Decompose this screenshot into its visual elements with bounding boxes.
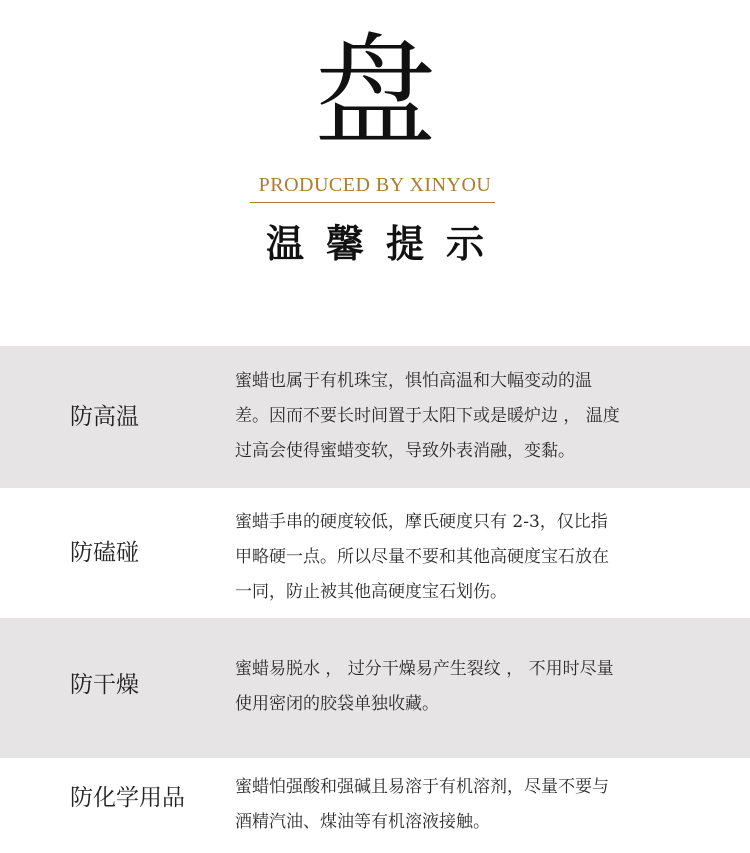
tip-row-chemicals [0, 758, 750, 853]
tip-text [235, 652, 675, 722]
tip-text-line: 差。因而不要长时间置于太阳下或是暖炉边 ， 温度 [235, 406, 620, 426]
tip-label: 防干燥 [70, 672, 139, 698]
tip-label: 防化学用品 [70, 785, 185, 811]
tip-text-line: 蜜蜡手串的硬度较低，摩氏硬度只有 2-3，仅比指 [235, 512, 608, 532]
brand-logo-character: 盘 [314, 21, 436, 163]
tip-row-impact [0, 488, 750, 618]
tip-text [235, 364, 675, 469]
brand-divider [250, 202, 495, 203]
tip-text-line: 蜜蜡易脱水 ， 过分干燥易产生裂纹 ， 不用时尽量 [235, 659, 614, 679]
tip-label: 防高温 [70, 404, 139, 430]
tip-text-line: 使用密闭的胶袋单独收藏。 [235, 694, 439, 714]
tip-text [235, 770, 675, 840]
tip-text-line: 一同，防止被其他高硬度宝石划伤。 [235, 582, 507, 602]
tip-label: 防磕碰 [70, 540, 139, 566]
tip-text-line: 蜜蜡也属于有机珠宝，惧怕高温和大幅变动的温 [235, 371, 592, 391]
tip-text-line: 酒精汽油、煤油等有机溶液接触。 [235, 812, 490, 832]
tip-text-line: 蜜蜡怕强酸和强碱且易溶于有机溶剂，尽量不要与 [235, 777, 609, 797]
tip-text [235, 505, 675, 610]
tip-text-line: 甲略硬一点。所以尽量不要和其他高硬度宝石放在 [235, 547, 609, 567]
page-title: 温馨提示 [265, 221, 506, 266]
brand-subtitle: PRODUCED BY XINYOU [258, 174, 492, 196]
tip-row-dryness [0, 618, 750, 758]
tip-row-heat [0, 346, 750, 488]
tip-text-line: 过高会使得蜜蜡变软，导致外表消融，变黏。 [235, 441, 575, 461]
